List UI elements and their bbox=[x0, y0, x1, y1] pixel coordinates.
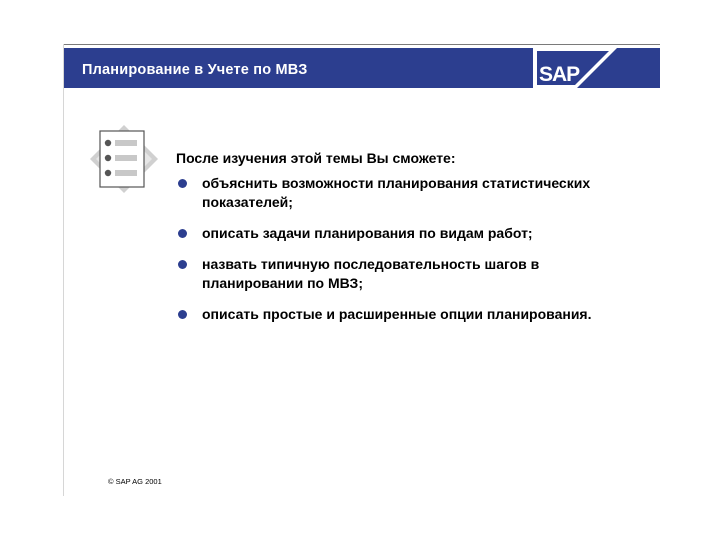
objective-item bbox=[176, 255, 636, 293]
bullet-icon bbox=[178, 179, 187, 188]
objectives-list bbox=[176, 174, 636, 324]
objectives-icon bbox=[90, 125, 158, 193]
bullet-icon bbox=[178, 260, 187, 269]
slide-title: Планирование в Учете по МВЗ bbox=[82, 62, 308, 78]
top-rule bbox=[63, 44, 660, 45]
sap-logo bbox=[533, 48, 617, 88]
objective-item bbox=[176, 174, 636, 212]
sap-logo-text: SAP bbox=[539, 63, 580, 86]
bullet-icon bbox=[178, 229, 187, 238]
objective-text: объяснить возможности планирования статистических показателей; bbox=[202, 175, 591, 210]
objective-text: назвать типичную последовательность шагов в планировании по МВЗ; bbox=[202, 256, 540, 291]
objective-item bbox=[176, 224, 636, 243]
objective-text: описать простые и расширенные опции планирования. bbox=[202, 306, 592, 322]
objectives-content bbox=[176, 150, 636, 336]
copyright-footer: © SAP AG 2001 bbox=[108, 477, 162, 486]
objective-text: описать задачи планирования по видам работ; bbox=[202, 225, 533, 241]
intro-text: После изучения этой темы Вы сможете: bbox=[176, 150, 456, 166]
bullet-icon bbox=[178, 310, 187, 319]
objective-item bbox=[176, 305, 636, 324]
left-rule bbox=[63, 44, 64, 496]
